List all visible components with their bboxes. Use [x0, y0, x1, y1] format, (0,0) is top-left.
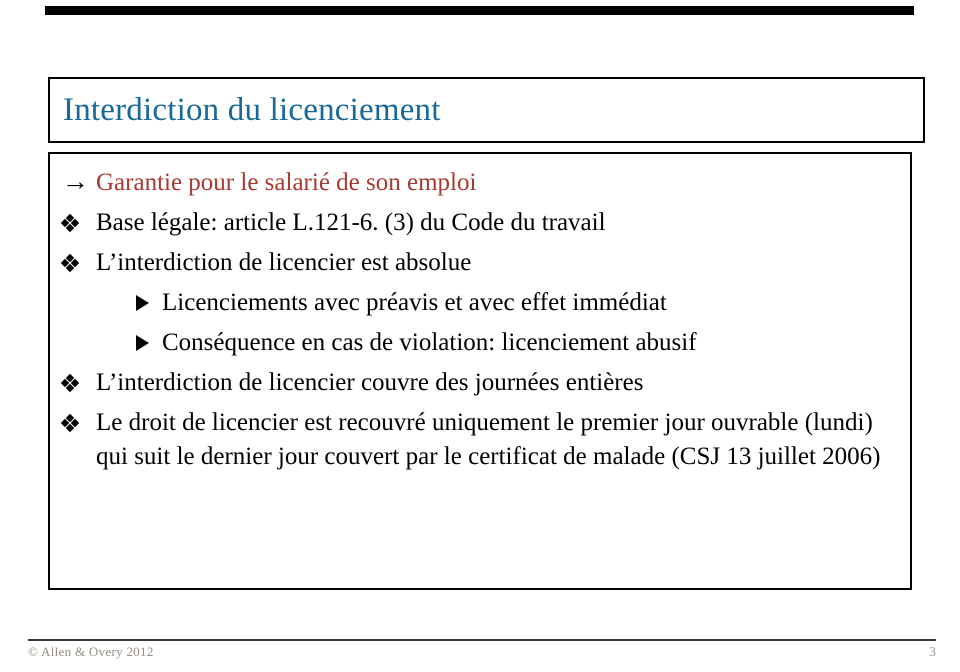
bullet-item [62, 206, 898, 240]
diamond-bullet-icon [62, 255, 78, 271]
page-title: Interdiction du licenciement [63, 91, 441, 128]
bullet-item [62, 406, 898, 474]
footer-rule [28, 639, 936, 641]
bullet-text: Base légale: article L.121-6. (3) du Code du travail [96, 209, 606, 236]
arrowhead-bullet-icon [136, 295, 149, 311]
bullet-item [62, 366, 898, 400]
copyright-text: © Allen & Overy 2012 [28, 644, 154, 659]
bullet-text: L’interdiction de licencier est absolue [96, 249, 472, 276]
bullet-item [62, 246, 898, 280]
diamond-bullet-icon [62, 375, 78, 391]
bullet-text: L’interdiction de licencier couvre des journées entières [96, 369, 644, 396]
slide-title-box [48, 77, 925, 143]
bullet-item [62, 286, 898, 320]
bullet-text: Garantie pour le salarié de son emploi [96, 169, 477, 196]
bullet-text: Conséquence en cas de violation: licenciement abusif [162, 329, 697, 356]
diamond-bullet-icon [62, 215, 78, 231]
bullet-item [62, 326, 898, 360]
page-number: 3 [929, 645, 936, 660]
top-rule [45, 6, 914, 15]
arrowhead-bullet-icon [136, 335, 149, 351]
right-arrow-icon: → [62, 166, 89, 196]
bullet-item [62, 166, 898, 200]
bullet-list [62, 166, 898, 474]
bullet-text: Le droit de licencier est recouvré uniquement le premier jour ouvrable (lundi) qui suit le dernier jour couvert par le certificat de malade (CSJ 13 juillet 2006) [96, 409, 881, 470]
slide-body-box [48, 152, 912, 590]
bullet-text: Licenciements avec préavis et avec effet immédiat [162, 289, 667, 316]
diamond-bullet-icon [62, 415, 78, 431]
